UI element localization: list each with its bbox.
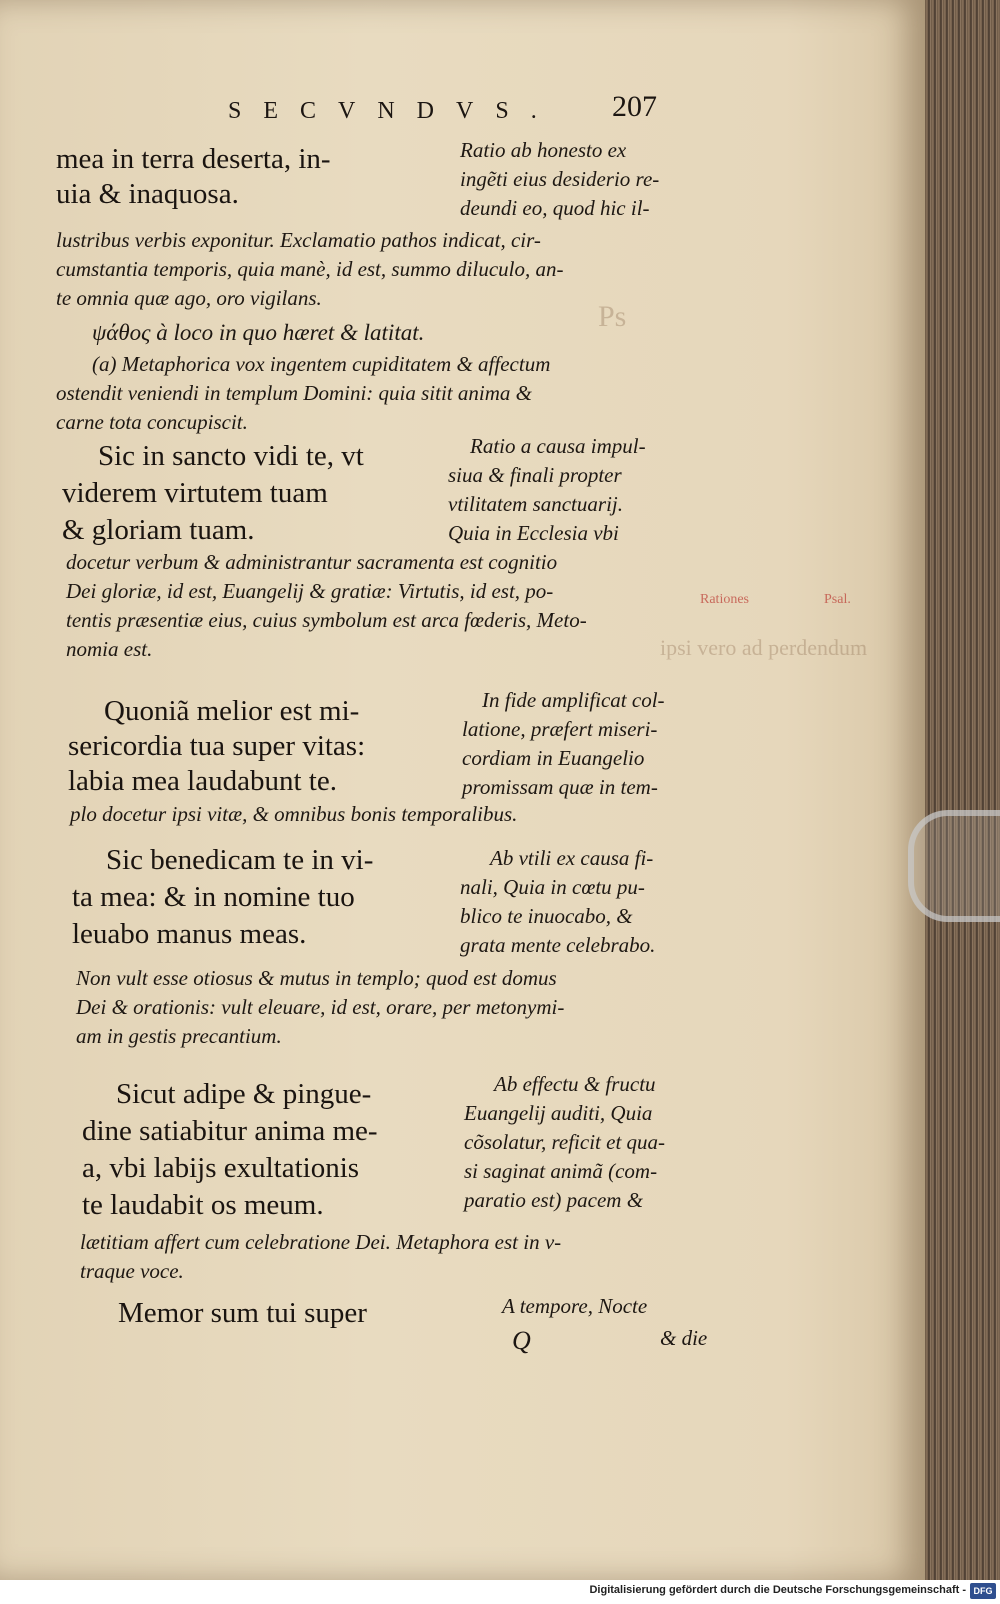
verse-line: a, vbi labijs exultationis bbox=[82, 1152, 360, 1184]
dfg-logo: DFG bbox=[970, 1583, 996, 1599]
commentary-4 bbox=[66, 548, 587, 664]
commentary-line: lustribus verbis exponitur. Exclamatio pathos indicat, cir- bbox=[56, 228, 541, 252]
bleedthrough-text: ipsi vero ad perdendum bbox=[660, 635, 868, 660]
page-edges bbox=[925, 0, 1000, 1580]
commentary-line: plo docetur ipsi vitæ, & omnibus bonis temporalibus. bbox=[70, 802, 518, 826]
red-margin-note-2: Psal. bbox=[824, 592, 851, 607]
book-clamp bbox=[908, 810, 1000, 922]
verse-line: ta mea: & in nomine tuo bbox=[72, 881, 355, 913]
gloss-line: promissam quæ in tem- bbox=[462, 775, 658, 799]
verse-line: labia mea laudabunt te. bbox=[68, 765, 337, 797]
gloss-line: Ratio a causa impul- bbox=[470, 434, 646, 458]
gloss-line: latione, præfert miseri- bbox=[462, 717, 658, 741]
commentary-6 bbox=[76, 964, 564, 1051]
gloss-line: vtilitatem sanctuarij. bbox=[448, 492, 623, 516]
bleedthrough-ghost-1: Ps bbox=[598, 300, 627, 333]
commentary-line: (a) Metaphorica vox ingentem cupiditatem & affectum bbox=[92, 352, 551, 376]
commentary-line: lætitiam affert cum celebratione Dei. Metaphora est in v- bbox=[80, 1230, 562, 1254]
verse-line: te laudabit os meum. bbox=[82, 1189, 324, 1221]
verse-line: Sicut adipe & pingue- bbox=[116, 1078, 372, 1110]
gloss-line: Quia in Ecclesia vbi bbox=[448, 521, 619, 545]
gloss-line: Ab vtili ex causa fi- bbox=[490, 846, 654, 870]
commentary-5 bbox=[70, 800, 517, 829]
gloss-line: cordiam in Euangelio bbox=[462, 746, 645, 770]
gloss-line: si saginat animã (com- bbox=[464, 1159, 658, 1183]
gloss-line: cõsolatur, reficit et qua- bbox=[464, 1130, 666, 1154]
commentary-3 bbox=[56, 350, 550, 437]
verse-text-4 bbox=[72, 842, 374, 953]
commentary-line: cumstantia temporis, quia manè, id est, summo diluculo, an- bbox=[56, 257, 564, 281]
gloss-6 bbox=[502, 1292, 647, 1321]
gloss-line: Euangelij auditi, Quia bbox=[464, 1101, 653, 1125]
commentary-line: te omnia quæ ago, oro vigilans. bbox=[56, 286, 322, 310]
gloss-line: nali, Quia in cœtu pu- bbox=[460, 875, 645, 899]
verse-line: leuabo manus meas. bbox=[72, 918, 307, 950]
gloss-3 bbox=[462, 686, 665, 802]
verse-text-6 bbox=[118, 1296, 367, 1331]
gloss-line: deundi eo, quod hic il- bbox=[460, 196, 650, 220]
running-title: SECVNDVS. bbox=[228, 98, 559, 124]
gloss-line: grata mente celebrabo. bbox=[460, 933, 656, 957]
commentary-line: Non vult esse otiosus & mutus in templo; quod est domus bbox=[76, 966, 557, 990]
signature-mark: Q bbox=[512, 1326, 531, 1355]
commentary-line: Dei & orationis: vult eleuare, id est, orare, per metonymi- bbox=[76, 995, 565, 1019]
verse-text-1 bbox=[56, 142, 331, 212]
commentary-line: am in gestis precantium. bbox=[76, 1024, 282, 1048]
page-number: 207 bbox=[612, 90, 657, 123]
commentary-line: ostendit veniendi in templum Domini: quia sitit anima & bbox=[56, 381, 532, 405]
commentary-line: traque voce. bbox=[80, 1259, 184, 1283]
commentary-line: Dei gloriæ, id est, Euangelij & gratiæ: Virtutis, id est, po- bbox=[66, 579, 554, 603]
commentary-7 bbox=[80, 1228, 561, 1286]
verse-line: viderem virtutem tuam bbox=[62, 477, 328, 509]
commentary-line: docetur verbum & administrantur sacramenta est cognitio bbox=[66, 550, 558, 574]
verse-line: Memor sum tui super bbox=[118, 1297, 367, 1329]
gloss-2 bbox=[448, 432, 646, 548]
gloss-4 bbox=[460, 844, 655, 960]
commentary-line: nomia est. bbox=[66, 637, 153, 661]
gloss-line: Ab effectu & fructu bbox=[494, 1072, 656, 1096]
footer-bar bbox=[0, 1580, 1000, 1604]
gloss-1 bbox=[460, 136, 659, 223]
gloss-line: paratio est) pacem & bbox=[464, 1188, 644, 1212]
gloss-line: siua & finali propter bbox=[448, 463, 622, 487]
verse-text-5 bbox=[82, 1076, 378, 1224]
verse-line: & gloriam tuam. bbox=[62, 514, 255, 546]
commentary-line: ψάθος à loco in quo hæret & latitat. bbox=[92, 320, 425, 345]
commentary-1 bbox=[56, 226, 563, 313]
verse-line: Sic benedicam te in vi- bbox=[106, 844, 374, 876]
verse-line: mea in terra deserta, in- bbox=[56, 143, 331, 175]
commentary-line: carne tota concupiscit. bbox=[56, 410, 248, 434]
verse-text-3 bbox=[68, 694, 366, 799]
red-margin-note-1: Rationes bbox=[700, 592, 749, 607]
verse-line: uia & inaquosa. bbox=[56, 178, 239, 210]
verse-line: Quoniã melior est mi- bbox=[104, 695, 360, 727]
gloss-line: Ratio ab honesto ex bbox=[460, 138, 627, 162]
gloss-5 bbox=[464, 1070, 665, 1215]
gloss-line: ingẽti eius desiderio re- bbox=[460, 167, 660, 191]
verse-line: sericordia tua super vitas: bbox=[68, 730, 366, 762]
verse-text-2 bbox=[62, 438, 364, 549]
gloss-line: blico te inuocabo, & bbox=[460, 904, 633, 928]
gloss-line: A tempore, Nocte bbox=[502, 1294, 648, 1318]
commentary-2 bbox=[92, 318, 424, 347]
footer-credit: Digitalisierung gefördert durch die Deutsche Forschungsgemeinschaft - bbox=[589, 1584, 966, 1596]
catchword: & die bbox=[660, 1326, 708, 1350]
commentary-line: tentis præsentiæ eius, cuius symbolum est arca fœderis, Meto- bbox=[66, 608, 587, 632]
gloss-line: In fide amplificat col- bbox=[482, 688, 665, 712]
verse-line: dine satiabitur anima me- bbox=[82, 1115, 378, 1147]
verse-line: Sic in sancto vidi te, vt bbox=[98, 440, 364, 472]
